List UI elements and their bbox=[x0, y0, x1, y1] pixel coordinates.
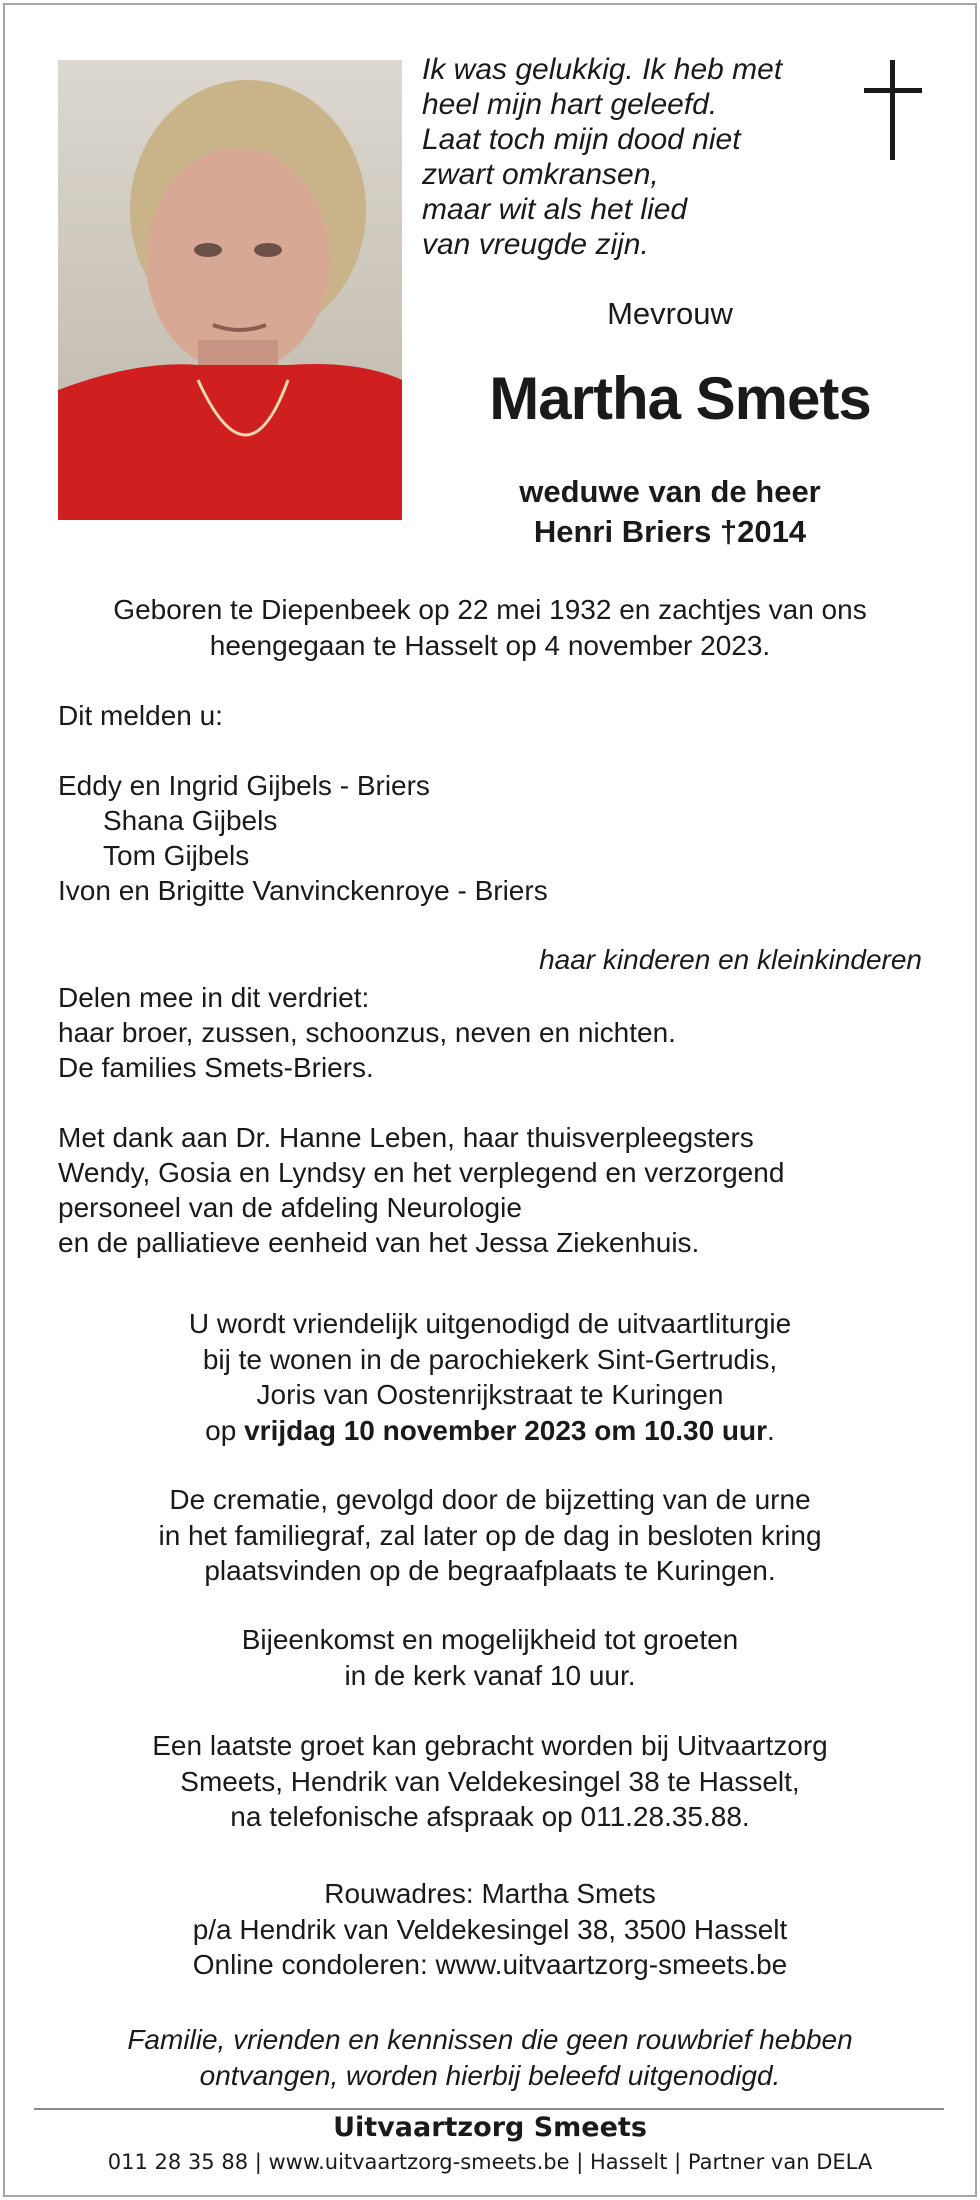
birth-line: Geboren te Diepenbeek op 22 mei 1932 en zachtjes van ons bbox=[113, 594, 867, 625]
funeral-date: vrijdag 10 november 2023 om 10.30 uur bbox=[244, 1414, 768, 1446]
mourning-address bbox=[40, 1876, 940, 1983]
family-list bbox=[58, 768, 548, 908]
funeral-date-line bbox=[40, 1413, 940, 1449]
sharing-line: haar broer, zussen, schoonzus, neven en nichten. bbox=[58, 1017, 676, 1048]
poem-line: van vreugde zijn. bbox=[422, 228, 649, 261]
thanks-line: Wendy, Gosia en Lyndsy en het verplegend en verzorgend bbox=[58, 1157, 785, 1188]
family-member: Eddy en Ingrid Gijbels - Briers bbox=[58, 770, 430, 801]
thanks-block bbox=[58, 1120, 784, 1260]
cremation-line: plaatsvinden op de begraafplaats te Kuringen. bbox=[204, 1555, 776, 1586]
funeral-date-suffix: . bbox=[767, 1414, 775, 1446]
address-line: Online condoleren: www.uitvaartzorg-smeets.be bbox=[192, 1949, 788, 1980]
closing-line: Familie, vrienden en kennissen die geen rouwbrief hebben bbox=[127, 2024, 853, 2055]
thanks-line: Met dank aan Dr. Hanne Leben, haar thuisverpleegsters bbox=[58, 1122, 754, 1153]
poem-line: heel mijn hart geleefd. bbox=[422, 88, 718, 121]
last-greeting-notice bbox=[40, 1728, 940, 1835]
address-line: Rouwadres: Martha Smets bbox=[324, 1878, 656, 1909]
thanks-line: personeel van de afdeling Neurologie bbox=[58, 1192, 522, 1223]
gathering-line: Bijeenkomst en mogelijkheid tot groeten bbox=[241, 1624, 739, 1655]
widow-line: Henri Briers †2014 bbox=[533, 514, 807, 549]
salutation: Mevrouw bbox=[607, 296, 733, 331]
cremation-line: in het familiegraf, zal later op de dag in besloten kring bbox=[158, 1519, 822, 1551]
funeral-date-prefix: op bbox=[205, 1414, 245, 1446]
closing-line: ontvangen, worden hierbij beleefd uitgenodigd. bbox=[199, 2059, 781, 2091]
family-member: Tom Gijbels bbox=[103, 840, 250, 871]
gathering-notice bbox=[40, 1622, 940, 1693]
sharing-line: Delen mee in dit verdriet: bbox=[58, 982, 370, 1013]
family-member: Shana Gijbels bbox=[103, 805, 278, 836]
poem bbox=[422, 52, 782, 262]
sharing-block bbox=[58, 980, 676, 1085]
deceased-name: Martha Smets bbox=[489, 365, 871, 432]
footer-contact: 011 28 35 88 | www.uitvaartzorg-smeets.be | Hasselt | Partner van DELA bbox=[107, 2150, 873, 2174]
footer-divider bbox=[34, 2108, 944, 2110]
family-member: Ivon en Brigitte Vanvinckenroye - Briers bbox=[58, 875, 548, 906]
funeral-line: U wordt vriendelijk uitgenodigd de uitvaartliturgie bbox=[188, 1308, 792, 1339]
address-line: p/a Hendrik van Veldekesingel 38, 3500 Hasselt bbox=[192, 1913, 788, 1945]
footer-company: Uitvaartzorg Smeets bbox=[333, 2112, 647, 2143]
birth-death-statement bbox=[40, 592, 940, 664]
widow-line: weduwe van de heer bbox=[519, 474, 821, 509]
last-greeting-line: Smeets, Hendrik van Veldekesingel 38 te Hasselt, bbox=[180, 1765, 800, 1797]
poem-line: Laat toch mijn dood niet bbox=[422, 123, 741, 156]
widow-statement bbox=[440, 472, 900, 552]
sharing-line: De families Smets-Briers. bbox=[58, 1052, 374, 1083]
cross-icon bbox=[864, 60, 922, 165]
closing-invitation bbox=[40, 2022, 940, 2093]
poem-line: Ik was gelukkig. Ik heb met bbox=[422, 53, 783, 86]
family-signature: haar kinderen en kleinkinderen bbox=[539, 944, 922, 975]
poem-line: maar wit als het lied bbox=[422, 193, 688, 226]
funeral-line: Joris van Oostenrijkstraat te Kuringen bbox=[256, 1379, 724, 1410]
poem-line: zwart omkransen, bbox=[422, 158, 659, 191]
last-greeting-line: na telefonische afspraak op 011.28.35.88. bbox=[230, 1801, 750, 1832]
cremation-notice bbox=[40, 1482, 940, 1589]
cremation-line: De crematie, gevolgd door de bijzetting van de urne bbox=[169, 1484, 811, 1515]
gathering-line: in de kerk vanaf 10 uur. bbox=[344, 1659, 636, 1691]
funeral-line: bij te wonen in de parochiekerk Sint-Gertrudis, bbox=[202, 1343, 778, 1375]
birth-line: heengegaan te Hasselt op 4 november 2023. bbox=[209, 630, 771, 661]
last-greeting-line: Een laatste groet kan gebracht worden bij Uitvaartzorg bbox=[152, 1730, 828, 1761]
announcement-intro: Dit melden u: bbox=[58, 700, 223, 731]
thanks-line: en de palliatieve eenheid van het Jessa Ziekenhuis. bbox=[58, 1227, 700, 1258]
funeral-invitation bbox=[40, 1306, 940, 1448]
portrait-photo bbox=[58, 60, 402, 520]
